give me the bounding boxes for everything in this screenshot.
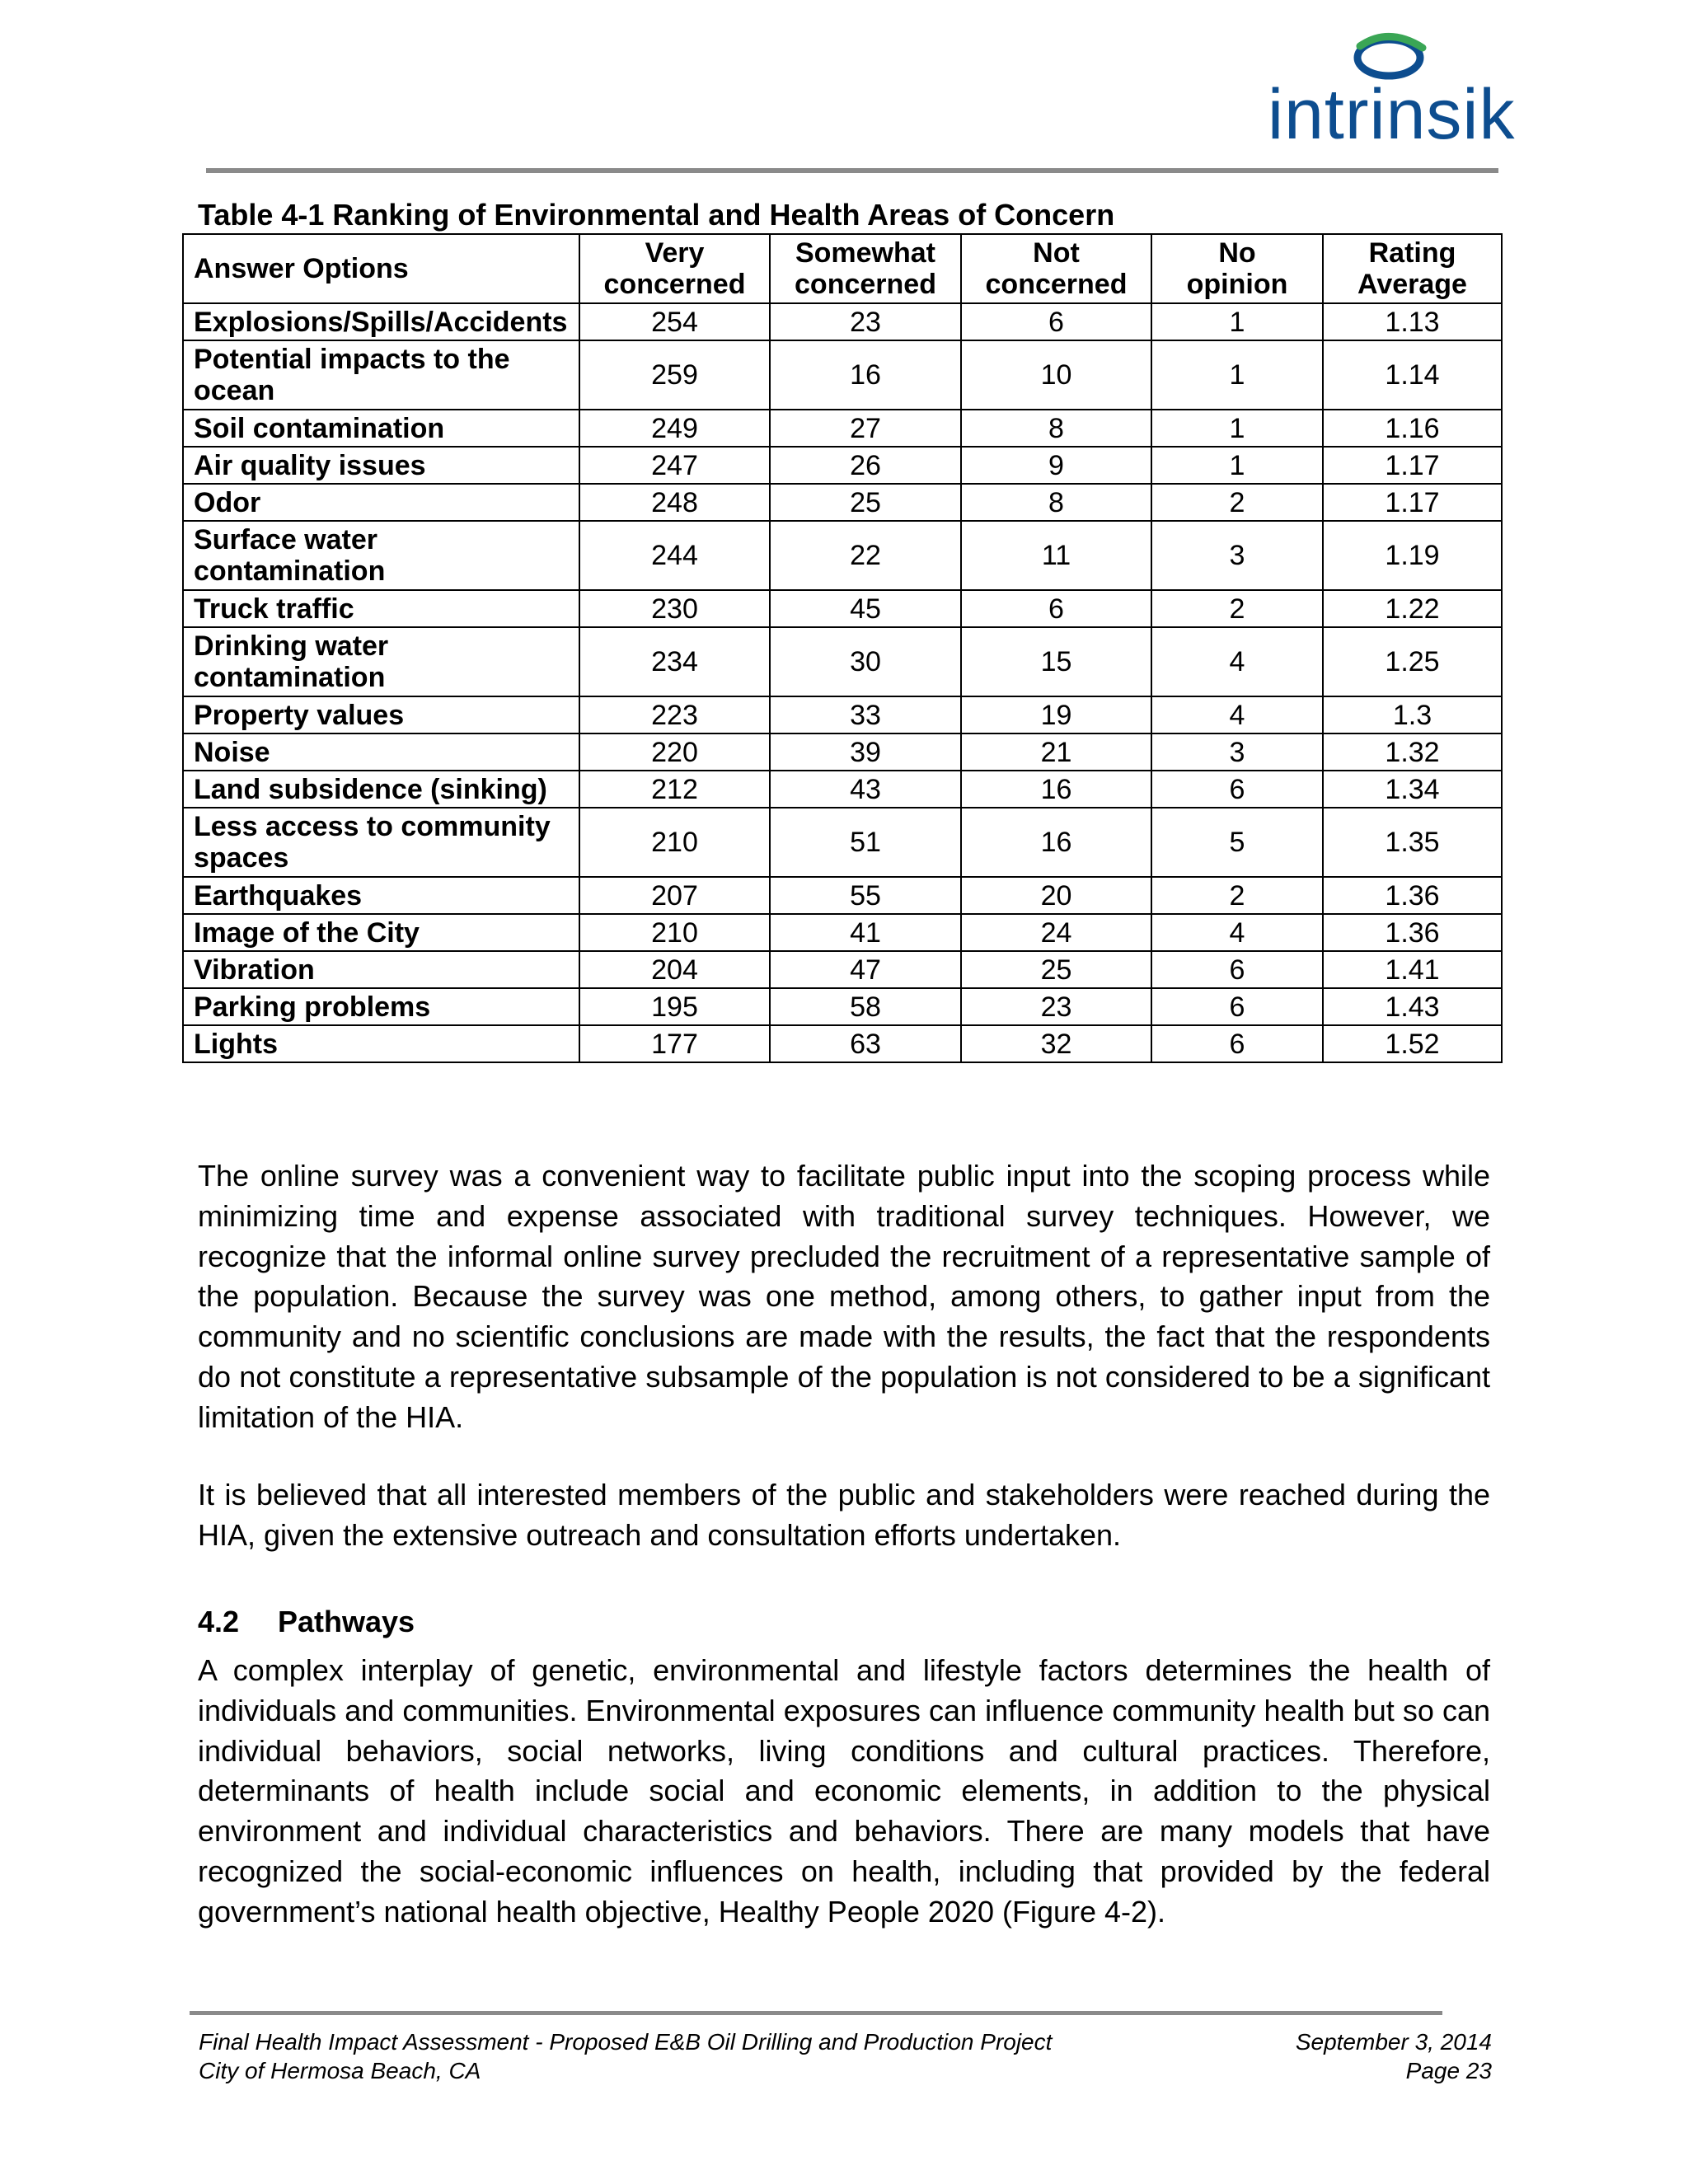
cell-not: 6: [961, 590, 1151, 627]
cell-rating: 1.41: [1323, 951, 1502, 988]
cell-somewhat: 22: [770, 521, 961, 590]
cell-somewhat: 43: [770, 771, 961, 808]
header-not-concerned: Not concerned: [961, 234, 1151, 303]
cell-somewhat: 51: [770, 808, 961, 877]
cell-rating: 1.25: [1323, 627, 1502, 696]
cell-somewhat: 25: [770, 484, 961, 521]
row-label: Soil contamination: [183, 410, 579, 447]
cell-not: 21: [961, 733, 1151, 771]
table-row: [183, 808, 1502, 877]
cell-somewhat: 30: [770, 627, 961, 696]
cell-somewhat: 41: [770, 914, 961, 951]
row-label: Noise: [183, 733, 579, 771]
cell-very: 210: [579, 808, 770, 877]
cell-not: 8: [961, 410, 1151, 447]
table-row: [183, 877, 1502, 914]
cell-not: 20: [961, 877, 1151, 914]
row-label: Land subsidence (sinking): [183, 771, 579, 808]
concerns-table: [182, 233, 1503, 1063]
logo-swoosh-icon: [1261, 31, 1508, 81]
cell-somewhat: 27: [770, 410, 961, 447]
cell-not: 16: [961, 771, 1151, 808]
cell-very: 254: [579, 303, 770, 340]
cell-rating: 1.16: [1323, 410, 1502, 447]
cell-very: 248: [579, 484, 770, 521]
table-title: Table 4-1 Ranking of Environmental and Health Areas of Concern: [198, 198, 1115, 232]
section-heading: [198, 1604, 415, 1640]
cell-rating: 1.19: [1323, 521, 1502, 590]
header-no-opinion: No opinion: [1151, 234, 1323, 303]
row-label: Image of the City: [183, 914, 579, 951]
cell-somewhat: 47: [770, 951, 961, 988]
cell-somewhat: 58: [770, 988, 961, 1025]
table-row: [183, 303, 1502, 340]
header-rating-average: Rating Average: [1323, 234, 1502, 303]
cell-no-opinion: 6: [1151, 771, 1323, 808]
cell-not: 11: [961, 521, 1151, 590]
section-number: 4.2: [198, 1605, 240, 1638]
table-row: [183, 410, 1502, 447]
row-label: Earthquakes: [183, 877, 579, 914]
cell-very: 259: [579, 340, 770, 410]
cell-somewhat: 45: [770, 590, 961, 627]
cell-somewhat: 23: [770, 303, 961, 340]
cell-somewhat: 16: [770, 340, 961, 410]
cell-very: 247: [579, 447, 770, 484]
cell-not: 24: [961, 914, 1151, 951]
cell-not: 16: [961, 808, 1151, 877]
row-label: Surface water contamination: [183, 521, 579, 590]
cell-very: 244: [579, 521, 770, 590]
table-row: [183, 484, 1502, 521]
footer-right: [1296, 2027, 1492, 2085]
cell-no-opinion: 4: [1151, 696, 1323, 733]
table-row: [183, 340, 1502, 410]
row-label: Parking problems: [183, 988, 579, 1025]
footer-location: City of Hermosa Beach, CA: [199, 2058, 481, 2083]
paragraph-survey-limitations: The online survey was a convenient way to facilitate public input into the scoping process while minimizing time and expense associated with traditional survey techniques. However, we recognize that the informal online survey precluded the recruitment of a representative sample of the population. Because the survey was one method, among others, to gather input from the community and no scientific conclusions are made with the results, the fact that the respondents do not constitute a representative subsample of the population is not considered to be a significant limitation of the HIA.: [198, 1159, 1490, 1434]
table-row: [183, 914, 1502, 951]
cell-no-opinion: 1: [1151, 340, 1323, 410]
header-somewhat-concerned: Somewhat concerned: [770, 234, 961, 303]
logo-wordmark: intrinsik: [1268, 75, 1516, 154]
cell-no-opinion: 6: [1151, 951, 1323, 988]
cell-rating: 1.17: [1323, 484, 1502, 521]
cell-no-opinion: 6: [1151, 1025, 1323, 1062]
cell-no-opinion: 2: [1151, 484, 1323, 521]
header-answer-options: Answer Options: [183, 234, 579, 303]
cell-very: 234: [579, 627, 770, 696]
table-row: [183, 988, 1502, 1025]
cell-no-opinion: 5: [1151, 808, 1323, 877]
cell-somewhat: 33: [770, 696, 961, 733]
cell-not: 32: [961, 1025, 1151, 1062]
cell-rating: 1.36: [1323, 914, 1502, 951]
cell-not: 8: [961, 484, 1151, 521]
row-label: Truck traffic: [183, 590, 579, 627]
cell-rating: 1.13: [1323, 303, 1502, 340]
cell-very: 212: [579, 771, 770, 808]
table-row: [183, 447, 1502, 484]
row-label: Lights: [183, 1025, 579, 1062]
row-label: Drinking water contamination: [183, 627, 579, 696]
cell-very: 210: [579, 914, 770, 951]
cell-not: 25: [961, 951, 1151, 988]
row-label: Less access to community spaces: [183, 808, 579, 877]
cell-not: 23: [961, 988, 1151, 1025]
cell-very: 249: [579, 410, 770, 447]
cell-no-opinion: 1: [1151, 447, 1323, 484]
cell-no-opinion: 3: [1151, 521, 1323, 590]
cell-rating: 1.52: [1323, 1025, 1502, 1062]
cell-rating: 1.34: [1323, 771, 1502, 808]
cell-no-opinion: 4: [1151, 627, 1323, 696]
cell-very: 177: [579, 1025, 770, 1062]
cell-somewhat: 26: [770, 447, 961, 484]
cell-rating: 1.35: [1323, 808, 1502, 877]
row-label: Explosions/Spills/Accidents: [183, 303, 579, 340]
cell-no-opinion: 2: [1151, 590, 1323, 627]
cell-very: 195: [579, 988, 770, 1025]
paragraph-outreach: It is believed that all interested members of the public and stakeholders were reached during the HIA, given the extensive outreach and consultation efforts undertaken.: [198, 1478, 1490, 1552]
row-label: Property values: [183, 696, 579, 733]
header-divider: [206, 168, 1498, 173]
intrinsik-logo: [1261, 31, 1516, 155]
cell-very: 220: [579, 733, 770, 771]
table-row: [183, 521, 1502, 590]
cell-not: 19: [961, 696, 1151, 733]
row-label: Potential impacts to the ocean: [183, 340, 579, 410]
cell-no-opinion: 1: [1151, 303, 1323, 340]
table-row: [183, 627, 1502, 696]
cell-not: 6: [961, 303, 1151, 340]
cell-rating: 1.32: [1323, 733, 1502, 771]
cell-very: 223: [579, 696, 770, 733]
table-row: [183, 1025, 1502, 1062]
cell-not: 9: [961, 447, 1151, 484]
table-row: [183, 733, 1502, 771]
cell-very: 207: [579, 877, 770, 914]
cell-somewhat: 39: [770, 733, 961, 771]
footer-date: September 3, 2014: [1295, 2029, 1492, 2055]
paragraph-pathways: A complex interplay of genetic, environmental and lifestyle factors determines the health of individuals and communities. Environmental exposures can influence community health but so can individual behaviors, social networks, living conditions and cultural practices. Therefore, determinants of health include social and economic elements, in addition to the physical environment and individual characteristics and behaviors. There are many models that have recognized the social-economic influences on health, including that provided by the federal government’s national health objective, Healthy People 2020 (Figure 4-2).: [198, 1653, 1490, 1929]
table-row: [183, 590, 1502, 627]
footer-divider: [190, 2011, 1442, 2015]
row-label: Vibration: [183, 951, 579, 988]
cell-not: 15: [961, 627, 1151, 696]
cell-rating: 1.14: [1323, 340, 1502, 410]
cell-rating: 1.3: [1323, 696, 1502, 733]
cell-no-opinion: 6: [1151, 988, 1323, 1025]
cell-no-opinion: 4: [1151, 914, 1323, 951]
footer-page-number: Page 23: [1405, 2058, 1492, 2083]
table-row: [183, 771, 1502, 808]
header-very-concerned: Very concerned: [579, 234, 770, 303]
table-row: [183, 951, 1502, 988]
cell-no-opinion: 1: [1151, 410, 1323, 447]
cell-no-opinion: 3: [1151, 733, 1323, 771]
cell-no-opinion: 2: [1151, 877, 1323, 914]
row-label: Air quality issues: [183, 447, 579, 484]
table-header-row: [183, 234, 1502, 303]
cell-rating: 1.17: [1323, 447, 1502, 484]
cell-somewhat: 55: [770, 877, 961, 914]
cell-rating: 1.22: [1323, 590, 1502, 627]
footer-left: [199, 2027, 1052, 2085]
cell-very: 204: [579, 951, 770, 988]
cell-not: 10: [961, 340, 1151, 410]
cell-very: 230: [579, 590, 770, 627]
cell-rating: 1.36: [1323, 877, 1502, 914]
cell-rating: 1.43: [1323, 988, 1502, 1025]
table-row: [183, 696, 1502, 733]
cell-somewhat: 63: [770, 1025, 961, 1062]
footer-document-title: Final Health Impact Assessment - Proposed E&B Oil Drilling and Production Project: [199, 2029, 1053, 2055]
row-label: Odor: [183, 484, 579, 521]
section-title: Pathways: [278, 1605, 415, 1638]
